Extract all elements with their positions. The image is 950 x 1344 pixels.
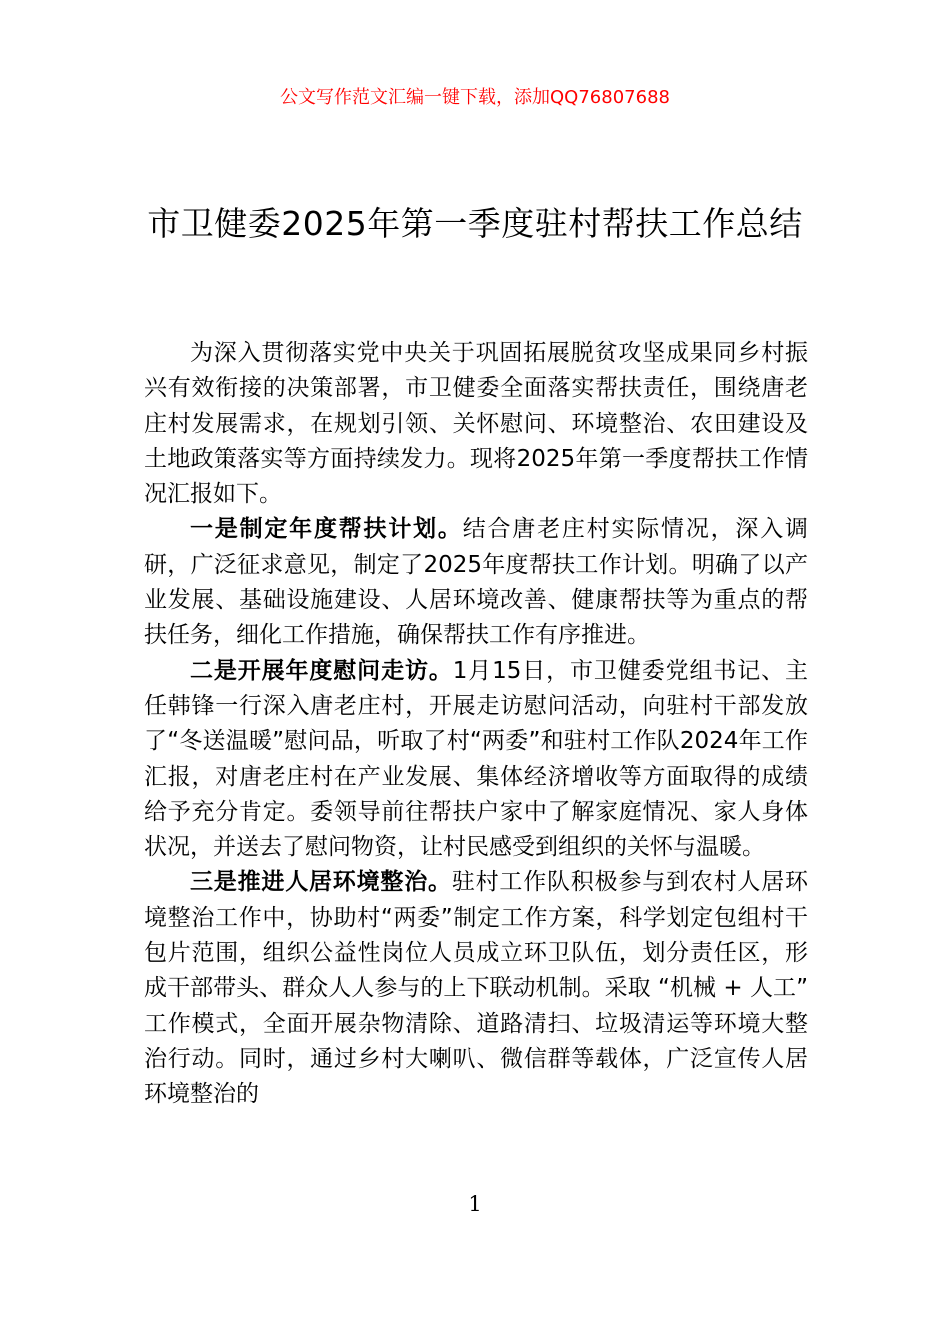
- section-paragraph-environment: [144, 865, 808, 1112]
- section-text-environment: 驻村工作队积极参与到农村人居环境整治工作中，协助村“两委”制定工作方案，科学划定包组村干包片范围，组织公益性岗位人员成立环卫队伍，划分责任区，形成干部带头、群众人人参与的上下联动机制。采取 “机械 + 人工” 工作模式，全面开展杂物清除、道路清扫、垃圾清运等环境大整治行动。同时，通过乡村大喇叭、微信群等载体，广泛宣传人居环境整治的: [144, 869, 809, 1108]
- section-paragraph-visit: [144, 654, 808, 866]
- section-heading-environment: 三是推进人居环境整治。: [190, 869, 452, 896]
- section-heading-visit: 二是开展年度慰问走访。: [190, 657, 453, 684]
- section-text-visit: 1月15日，市卫健委党组书记、主任韩锋一行深入唐老庄村，开展走访慰问活动，向驻村干部发放了“冬送温暖”慰问品，听取了村“两委”和驻村工作队2024年工作汇报，对唐老庄村在产业发展、集体经济增收等方面取得的成绩给予充分肯定。委领导前往帮扶户家中了解家庭情况、家人身体状况，并送去了慰问物资，让村民感受到组织的关怀与温暖。: [144, 657, 809, 861]
- section-text-plan: 结合唐老庄村实际情况，深入调研，广泛征求意见，制定了2025年度帮扶工作计划。明确了以产业发展、基础设施建设、人居环境改善、健康帮扶等为重点的帮扶任务，细化工作措施，确保帮扶工作有序推进。: [144, 516, 809, 649]
- page-number: 1: [468, 1192, 482, 1216]
- intro-paragraph: [144, 336, 808, 512]
- section-paragraph-plan: [144, 512, 808, 653]
- section-heading-plan: 一是制定年度帮扶计划。: [190, 516, 463, 543]
- document-body: [144, 336, 808, 1113]
- download-watermark: 公文写作范文汇编一键下载，添加QQ76807688: [280, 87, 670, 108]
- document-title: 市卫健委2025年第一季度驻村帮扶工作总结: [147, 204, 803, 244]
- intro-paragraph-text: 为深入贯彻落实党中央关于巩固拓展脱贫攻坚成果同乡村振兴有效衔接的决策部署，市卫健委全面落实帮扶责任，围绕唐老庄村发展需求，在规划引领、关怀慰问、环境整治、农田建设及土地政策落实等方面持续发力。现将2025年第一季度帮扶工作情况汇报如下。: [144, 340, 808, 508]
